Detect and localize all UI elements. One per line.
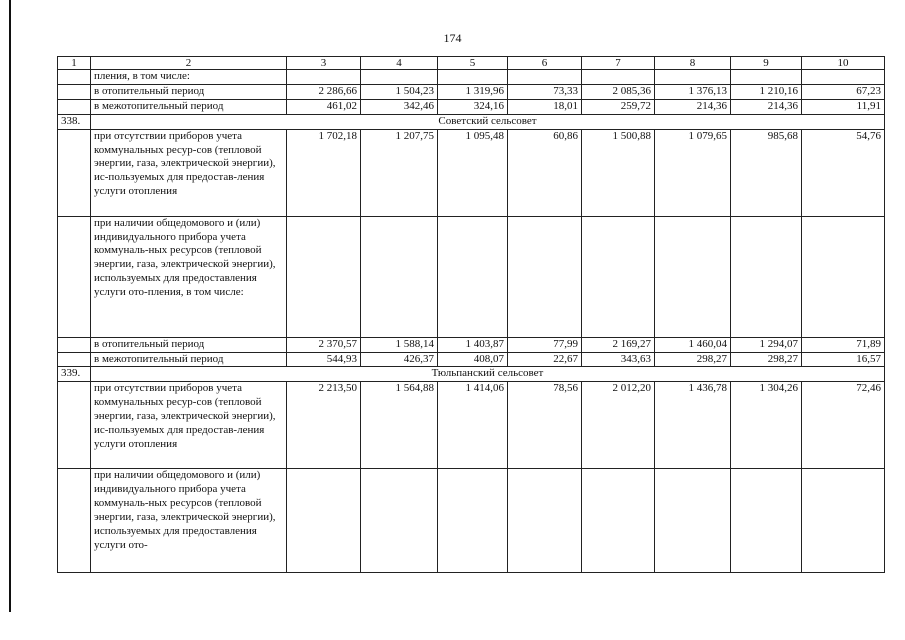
value-cell: 259,72 (582, 99, 655, 114)
value-cell (655, 216, 731, 337)
row-description: в межотопительный период (91, 352, 287, 367)
value-cell: 2 370,57 (287, 337, 361, 352)
row-description: при наличии общедомового и (или) индивидуального прибора учета коммуналь-ных ресурсов (тепловой энергии, газа, электрической энергии), используемых для предоставления услуги ото-пления, в том числе: (91, 216, 287, 337)
row-number-cell (58, 99, 91, 114)
column-header: 10 (802, 57, 885, 70)
section-row (58, 367, 885, 382)
value-cell (802, 216, 885, 337)
table-row (58, 337, 885, 352)
value-cell: 2 012,20 (582, 382, 655, 469)
column-header: 9 (731, 57, 802, 70)
value-cell: 16,57 (802, 352, 885, 367)
row-number-cell (58, 469, 91, 573)
section-number: 339. (58, 367, 91, 382)
table-row (58, 352, 885, 367)
value-cell: 298,27 (655, 352, 731, 367)
value-cell: 73,33 (508, 84, 582, 99)
value-cell: 77,99 (508, 337, 582, 352)
column-header-row (58, 57, 885, 70)
value-cell: 1 319,96 (438, 84, 508, 99)
column-header: 4 (361, 57, 438, 70)
tariff-table (57, 56, 885, 573)
value-cell: 214,36 (731, 99, 802, 114)
value-cell: 1 460,04 (655, 337, 731, 352)
column-header: 1 (58, 57, 91, 70)
value-cell: 2 169,27 (582, 337, 655, 352)
value-cell: 298,27 (731, 352, 802, 367)
section-name: Советский сельсовет (91, 114, 885, 129)
table-body (58, 57, 885, 573)
section-name: Тюльпанский сельсовет (91, 367, 885, 382)
value-cell: 1 376,13 (655, 84, 731, 99)
column-header: 5 (438, 57, 508, 70)
value-cell: 60,86 (508, 129, 582, 216)
value-cell (287, 216, 361, 337)
value-cell (582, 216, 655, 337)
value-cell: 1 504,23 (361, 84, 438, 99)
table-row (58, 469, 885, 573)
value-cell: 71,89 (802, 337, 885, 352)
column-header: 6 (508, 57, 582, 70)
section-number: 338. (58, 114, 91, 129)
value-cell (731, 70, 802, 85)
value-cell (582, 469, 655, 573)
row-description: при наличии общедомового и (или) индивидуального прибора учета коммуналь-ных ресурсов (тепловой энергии, газа, электрической энергии), используемых для предоставления услуги ото- (91, 469, 287, 573)
value-cell: 1 095,48 (438, 129, 508, 216)
row-number-cell (58, 382, 91, 469)
value-cell: 2 085,36 (582, 84, 655, 99)
row-number-cell (58, 84, 91, 99)
row-description: пления, в том числе: (91, 70, 287, 85)
value-cell: 1 588,14 (361, 337, 438, 352)
value-cell: 324,16 (438, 99, 508, 114)
value-cell (655, 469, 731, 573)
value-cell: 461,02 (287, 99, 361, 114)
value-cell: 1 500,88 (582, 129, 655, 216)
value-cell (582, 70, 655, 85)
value-cell (438, 469, 508, 573)
row-number-cell (58, 70, 91, 85)
value-cell: 67,23 (802, 84, 885, 99)
row-number-cell (58, 337, 91, 352)
value-cell: 1 564,88 (361, 382, 438, 469)
value-cell: 214,36 (655, 99, 731, 114)
value-cell: 1 436,78 (655, 382, 731, 469)
table-row (58, 129, 885, 216)
value-cell (361, 70, 438, 85)
column-header: 3 (287, 57, 361, 70)
value-cell: 1 207,75 (361, 129, 438, 216)
value-cell: 2 286,66 (287, 84, 361, 99)
table-row (58, 84, 885, 99)
value-cell (508, 216, 582, 337)
value-cell: 544,93 (287, 352, 361, 367)
value-cell (731, 469, 802, 573)
value-cell: 342,46 (361, 99, 438, 114)
value-cell: 54,76 (802, 129, 885, 216)
value-cell (438, 216, 508, 337)
value-cell (508, 469, 582, 573)
row-description: в межотопительный период (91, 99, 287, 114)
row-number-cell (58, 352, 91, 367)
table-row (58, 216, 885, 337)
section-row (58, 114, 885, 129)
value-cell: 1 403,87 (438, 337, 508, 352)
value-cell (361, 216, 438, 337)
table-row (58, 99, 885, 114)
value-cell (287, 70, 361, 85)
row-description: при отсутствии приборов учета коммунальных ресур-сов (тепловой энергии, газа, электрической энергии), ис-пользуемых для предостав-ления услуги отопления (91, 382, 287, 469)
value-cell: 2 213,50 (287, 382, 361, 469)
value-cell: 985,68 (731, 129, 802, 216)
value-cell: 1 079,65 (655, 129, 731, 216)
value-cell: 22,67 (508, 352, 582, 367)
value-cell: 72,46 (802, 382, 885, 469)
value-cell (655, 70, 731, 85)
table-row (58, 382, 885, 469)
value-cell: 1 414,06 (438, 382, 508, 469)
value-cell: 1 294,07 (731, 337, 802, 352)
value-cell: 1 702,18 (287, 129, 361, 216)
value-cell (508, 70, 582, 85)
value-cell (731, 216, 802, 337)
row-description: в отопительный период (91, 337, 287, 352)
row-description: при отсутствии приборов учета коммунальных ресур-сов (тепловой энергии, газа, электрической энергии), ис-пользуемых для предостав-ления услуги отопления (91, 129, 287, 216)
value-cell: 18,01 (508, 99, 582, 114)
value-cell: 408,07 (438, 352, 508, 367)
page-number: 174 (443, 31, 462, 45)
row-description: в отопительный период (91, 84, 287, 99)
value-cell: 1 304,26 (731, 382, 802, 469)
value-cell: 343,63 (582, 352, 655, 367)
left-margin-rule (9, 0, 11, 612)
value-cell: 78,56 (508, 382, 582, 469)
value-cell (802, 469, 885, 573)
column-header: 2 (91, 57, 287, 70)
value-cell (361, 469, 438, 573)
row-number-cell (58, 216, 91, 337)
value-cell: 11,91 (802, 99, 885, 114)
value-cell (438, 70, 508, 85)
table-row (58, 70, 885, 85)
column-header: 7 (582, 57, 655, 70)
value-cell: 1 210,16 (731, 84, 802, 99)
value-cell: 426,37 (361, 352, 438, 367)
column-header: 8 (655, 57, 731, 70)
value-cell (287, 469, 361, 573)
row-number-cell (58, 129, 91, 216)
value-cell (802, 70, 885, 85)
